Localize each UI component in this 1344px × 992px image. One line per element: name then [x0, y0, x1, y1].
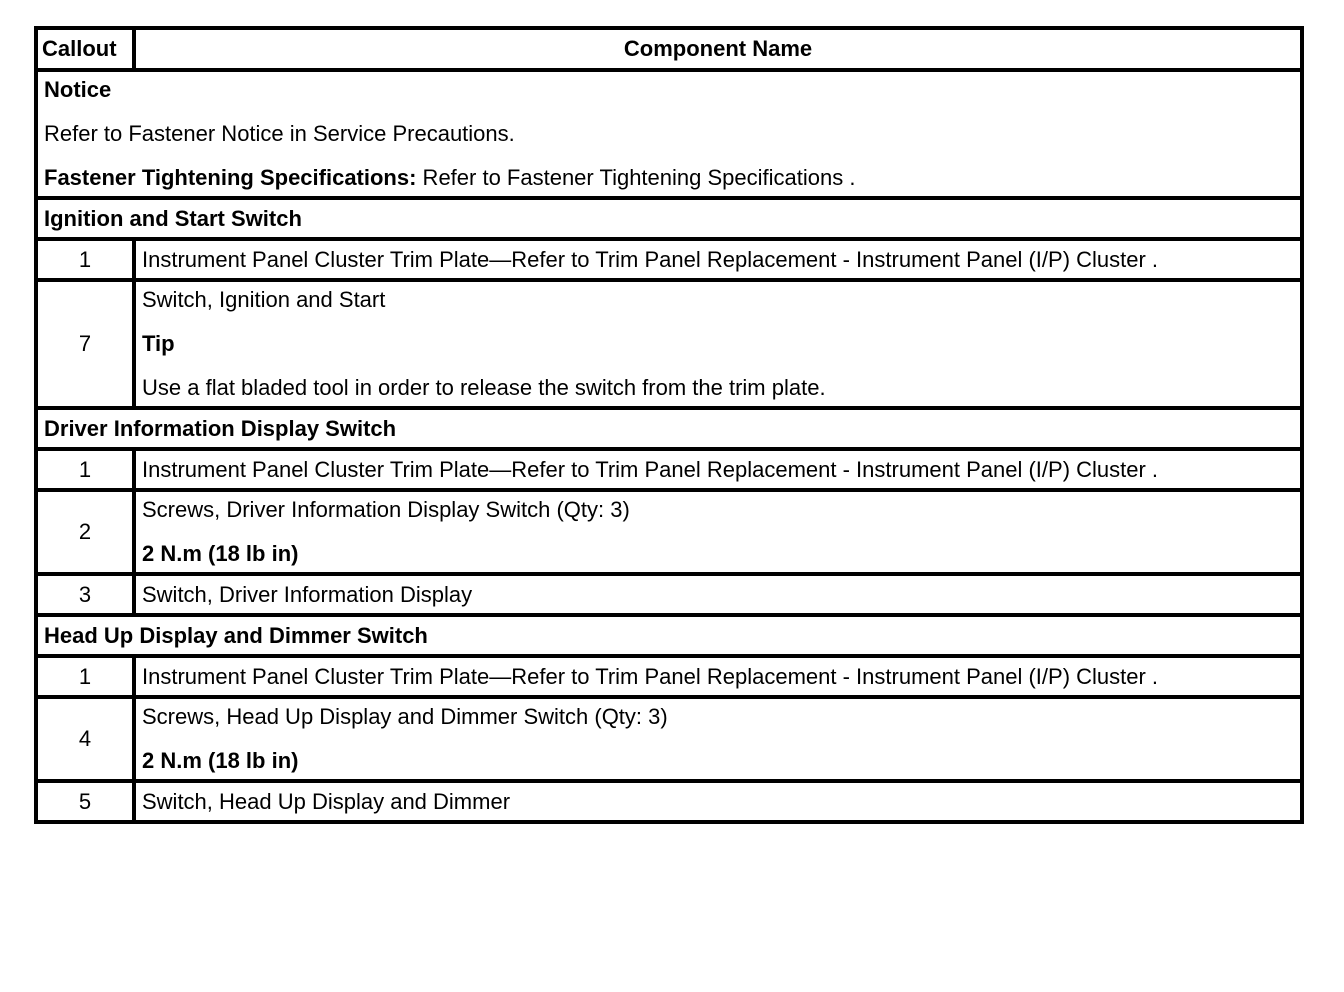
torque-spec: 2 N.m (18 lb in): [142, 541, 299, 566]
component-text: Screws, Head Up Display and Dimmer Switch (Qty: 3): [142, 704, 668, 729]
component-text: Instrument Panel Cluster Trim Plate—Refer to Trim Panel Replacement - Instrument Panel (I/P) Cluster .: [134, 656, 1302, 697]
tip-title: Tip: [142, 331, 175, 356]
section-title: Head Up Display and Dimmer Switch: [36, 615, 1302, 656]
table-row: [36, 280, 1302, 408]
table-row: [36, 239, 1302, 280]
callout-number: 4: [36, 697, 134, 781]
callout-number: 5: [36, 781, 134, 822]
fastener-spec-label: Fastener Tightening Specifications:: [44, 165, 417, 190]
table-row: [36, 656, 1302, 697]
callout-number: 1: [36, 449, 134, 490]
component-cell: [134, 490, 1302, 574]
callout-number: 7: [36, 280, 134, 408]
component-cell: [134, 697, 1302, 781]
callout-number: 2: [36, 490, 134, 574]
component-text: Switch, Ignition and Start: [142, 287, 386, 312]
section-header-dic: [36, 408, 1302, 449]
notice-title: Notice: [44, 77, 112, 102]
section-title: Ignition and Start Switch: [36, 198, 1302, 239]
section-header-ignition: [36, 198, 1302, 239]
table-row: [36, 490, 1302, 574]
component-text: Instrument Panel Cluster Trim Plate—Refer to Trim Panel Replacement - Instrument Panel (I/P) Cluster .: [134, 239, 1302, 280]
table-row: [36, 697, 1302, 781]
tip-text: Use a flat bladed tool in order to release the switch from the trim plate.: [142, 375, 826, 400]
header-row: [36, 28, 1302, 70]
component-text: Instrument Panel Cluster Trim Plate—Refer to Trim Panel Replacement - Instrument Panel (I/P) Cluster .: [134, 449, 1302, 490]
component-text: Switch, Driver Information Display: [134, 574, 1302, 615]
component-text: Screws, Driver Information Display Switch (Qty: 3): [142, 497, 630, 522]
component-name-header: Component Name: [134, 28, 1302, 70]
component-cell: [134, 280, 1302, 408]
callout-number: 1: [36, 656, 134, 697]
notice-text: Refer to Fastener Notice in Service Precautions.: [44, 121, 515, 146]
table-row: [36, 449, 1302, 490]
fastener-spec-line: [44, 166, 1294, 190]
torque-spec: 2 N.m (18 lb in): [142, 748, 299, 773]
section-title: Driver Information Display Switch: [36, 408, 1302, 449]
component-text: Switch, Head Up Display and Dimmer: [134, 781, 1302, 822]
table-row: [36, 781, 1302, 822]
table-row: [36, 574, 1302, 615]
component-table: [34, 26, 1304, 824]
callout-number: 1: [36, 239, 134, 280]
notice-row: [36, 70, 1302, 198]
notice-cell: [36, 70, 1302, 198]
fastener-spec-text: Refer to Fastener Tightening Specifications .: [416, 165, 856, 190]
callout-header: Callout: [36, 28, 134, 70]
section-header-hud: [36, 615, 1302, 656]
callout-number: 3: [36, 574, 134, 615]
